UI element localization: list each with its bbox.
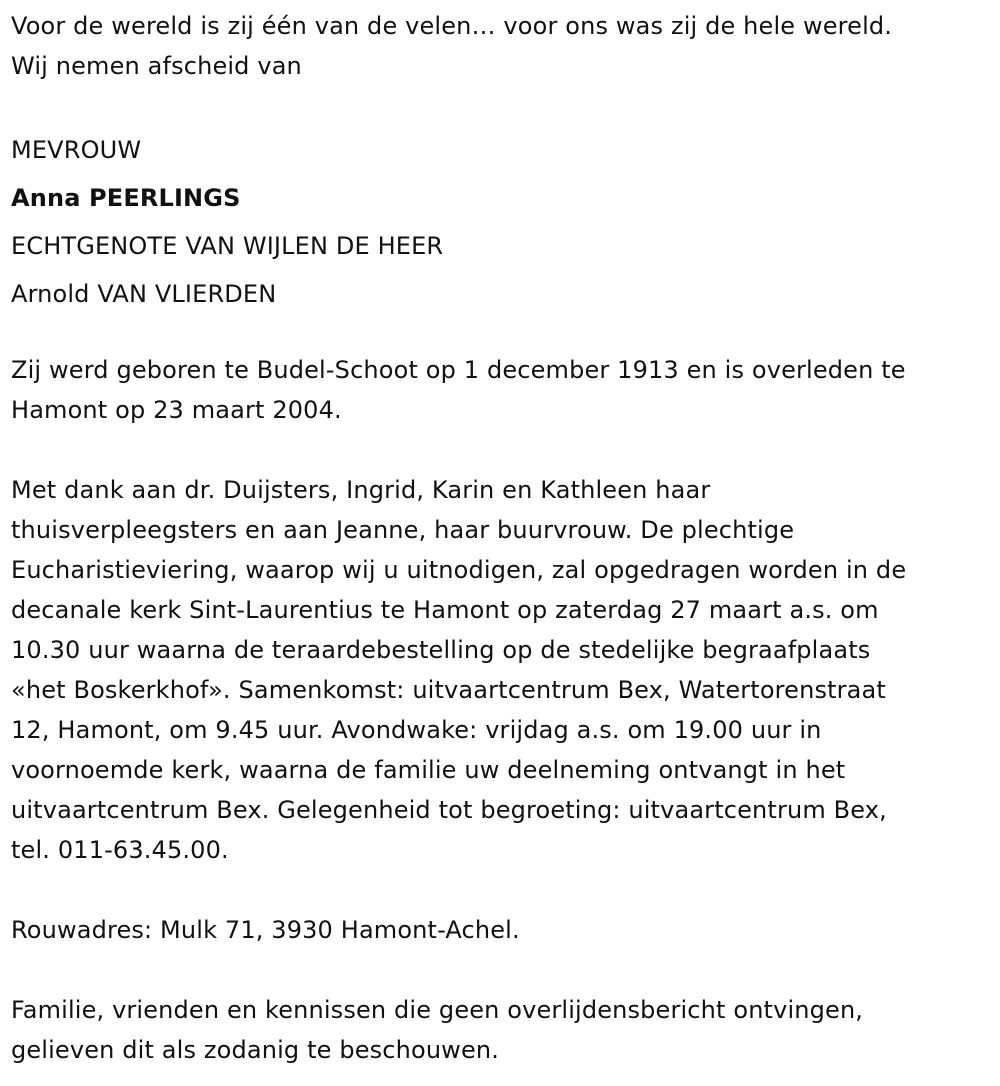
- ceremony-line: uitvaartcentrum Bex. Gelegenheid tot begroeting: uitvaartcentrum Bex,: [11, 796, 887, 824]
- birth-death-paragraph: [11, 350, 992, 430]
- birth-line: Hamont op 23 maart 2004.: [11, 396, 342, 424]
- intro-line: Voor de wereld is zij één van de velen… voor ons was zij de hele wereld.: [11, 12, 893, 40]
- ceremony-line: Met dank aan dr. Duijsters, Ingrid, Karin en Kathleen haar: [11, 476, 711, 504]
- ceremony-line: tel. 011-63.45.00.: [11, 836, 229, 864]
- deceased-name-block: [11, 126, 992, 318]
- honorific-title: MEVROUW: [11, 136, 142, 164]
- relation-label: ECHTGENOTE VAN WIJLEN DE HEER: [11, 232, 444, 260]
- birth-line: Zij werd geboren te Budel-Schoot op 1 december 1913 en is overleden te: [11, 356, 906, 384]
- ceremony-line: decanale kerk Sint-Laurentius te Hamont op zaterdag 27 maart a.s. om: [11, 596, 879, 624]
- ceremony-paragraph: [11, 470, 992, 870]
- family-line: gelieven dit als zodanig te beschouwen.: [11, 1036, 500, 1064]
- ceremony-line: 12, Hamont, om 9.45 uur. Avondwake: vrijdag a.s. om 19.00 uur in: [11, 716, 822, 744]
- family-paragraph: [11, 990, 992, 1070]
- spouse-name: Arnold VAN VLIERDEN: [11, 280, 277, 308]
- ceremony-line: voornoemde kerk, waarna de familie uw deelneming ontvangt in het: [11, 756, 846, 784]
- intro-line: Wij nemen afscheid van: [11, 52, 302, 80]
- mourning-address: Rouwadres: Mulk 71, 3930 Hamont-Achel.: [11, 916, 520, 944]
- ceremony-line: Eucharistieviering, waarop wij u uitnodigen, zal opgedragen worden in de: [11, 556, 907, 584]
- ceremony-line: thuisverpleegsters en aan Jeanne, haar buurvrouw. De plechtige: [11, 516, 795, 544]
- ceremony-line: «het Boskerkhof». Samenkomst: uitvaartcentrum Bex, Watertorenstraat: [11, 676, 886, 704]
- ceremony-line: 10.30 uur waarna de teraardebestelling op de stedelijke begraafplaats: [11, 636, 871, 664]
- deceased-name: Anna PEERLINGS: [11, 184, 241, 212]
- family-line: Familie, vrienden en kennissen die geen overlijdensbericht ontvingen,: [11, 996, 864, 1024]
- intro-paragraph: [11, 6, 992, 86]
